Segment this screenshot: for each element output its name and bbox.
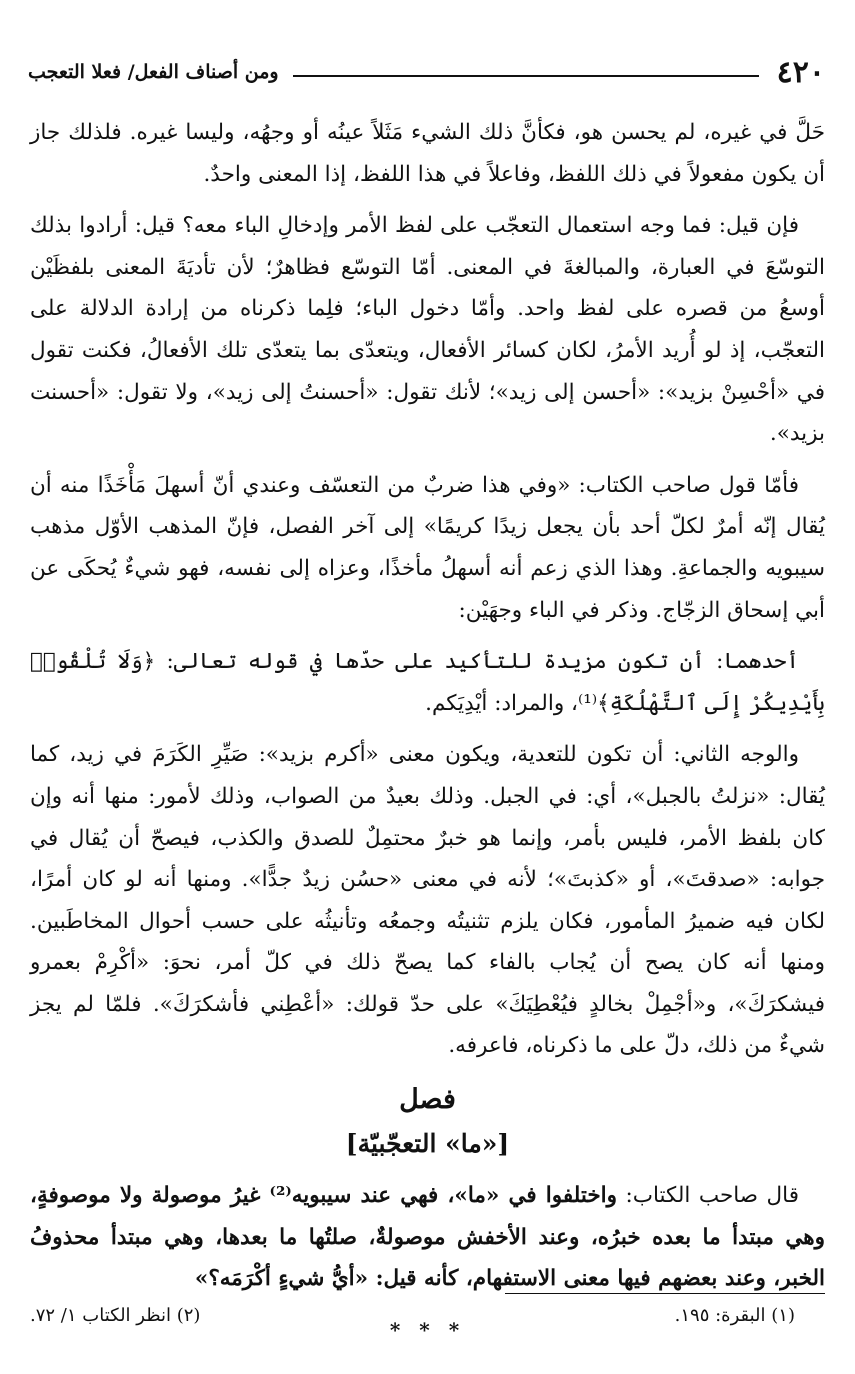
quote-body: واختلفوا في «ما»، فهي عند سيبويه⁽²⁾ غيرُ موصولة ولا موصوفةٍ، وهي مبتدأ ما بعده خبرُه، وعند الأخفش موصولةٌ، صلتُها ما بعدها، وهي مبتدأ محذوفُ الخبر، وعند بعضهم فيها معنى الاستفهام، كأنه قيل: «أيُّ شيءٍ أكْرَمَه؟» — [30, 1183, 825, 1292]
page-number: ٤٢٠ — [776, 54, 825, 90]
footnote-2: (٢) انظر الكتاب ١/ ٧٢. — [30, 1305, 201, 1326]
section-separator: * * * — [389, 1317, 466, 1342]
paragraph-5: والوجه الثاني: أن تكون للتعدية، ويكون معنى «أكرم بزيد»: صَيِّرِ الكَرَمَ في زيد، كما يُقال: «نزلتُ بالجبل»، أي: في الجبل. وذلك بعيدٌ من الصواب، وذلك لأمور: منها أنه وإن كان بلفظ الأمر، فليس بأمر، وإنما هو خبرٌ محتمِلٌ للصدق والكذب، فيصحّ أن يُقال في جوابه: «صدقتَ»، أو «كذبتَ»؛ لأنه في معنى «حسُن زيدٌ جدًّا». ومنها أنه لو كان أمرًا، لكان فيه ضميرُ المأمور، فكان يلزم تثنيتُه وجمعُه وتأنيثُه على حسب أحوال المخاطَبين. ومنها أنه كان يصح أن يُجاب بالفاء كما يصحّ ذلك في كلّ أمر، نحوَ: «أكْرِمْ بعمرو فيشكرَكَ»، و«أجْمِلْ بخالدٍ فيُعْطِيَكَ» على حدّ قولك: «أعْطِني فأشكرَكَ». فلمّا لم يجز شيءٌ من ذلك، دلّ على ما ذكرناه، فاعرفه. — [30, 742, 825, 1059]
paragraph-4: أحدهما: أن تكون مزيدة للتأكيد على حدّها في قوله تعالى: ﴿وَلَا تُلْقُوا۟ بِأَيْدِيكُرْ إِلَى ٱلتَّهْلُكَةِ﴾⁽¹⁾، والمراد: أيْدِيَكم. — [30, 649, 825, 716]
section-title: فصل — [399, 1084, 456, 1116]
paragraph-2: فإن قيل: فما وجه استعمال التعجّب على لفظ الأمر وإدخالِ الباء معه؟ قيل: أرادوا بذلك التوسّعَ في العبارة، والمبالغةَ في المعنى. أمّا التوسّع فظاهرٌ؛ لأن تأديَةَ المعنى بلفظَيْن أوسعُ من قصره على لفظ واحد. وأمّا دخول الباء؛ فلِما ذكرناه من إرادة الدلالة على التعجّب، إذ لو أُريد الأمرُ، لكان كسائر الأفعال، ويتعدّى بما يتعدّى تلك الأفعالُ، فكنت تقول في «أحْسِنْ بزيد»: «أحسن إلى زيد»؛ لأنك تقول: «أحسنتُ إلى زيد»، ولا تقول: «أحسنت بزيد». — [30, 213, 825, 447]
header-rule — [293, 75, 759, 77]
running-title: ومن أصناف الفعل/ فعلا التعجب — [28, 61, 279, 83]
footnotes — [30, 1305, 795, 1326]
main-text — [30, 112, 825, 1351]
footnote-rule — [505, 1293, 825, 1294]
page-header — [28, 52, 825, 92]
quote-intro: قال صاحب الكتاب: — [616, 1183, 799, 1209]
paragraph-1: حَلَّ في غيره، لم يحسن هو، فكأنَّ ذلك الشيء مَثَلاً عينُه أو وجهُه، وليسا غيره. فلذلك جاز أن يكون مفعولاً في ذلك اللفظ، وفاعلاً في هذا اللفظ، إذا المعنى واحدٌ. — [30, 120, 825, 187]
paragraph-3: فأمّا قول صاحب الكتاب: «وفي هذا ضربٌ من التعسّف وعندي أنّ أسهلَ مَأْخَذًا منه أن يُقال إنّه أمرٌ لكلّ أحد بأن يجعل زيدًا كريمًا» إلى آخر الفصل، فإنّ المذهب الأوّل مذهب سيبويه والجماعةِ. وهذا الذي زعم أنه أسهلُ مأخذًا، وعزاه إلى نفسه، فهو شيءٌ يُحكَى عن أبي إسحاق الزجّاج. وذكر في الباء وجهَيْن: — [30, 472, 825, 623]
section-quote — [30, 1175, 825, 1300]
section-subtitle: [«ما» التعجّبيّة] — [345, 1129, 510, 1159]
footnote-1: (١) البقرة: ١٩٥. — [674, 1305, 795, 1326]
